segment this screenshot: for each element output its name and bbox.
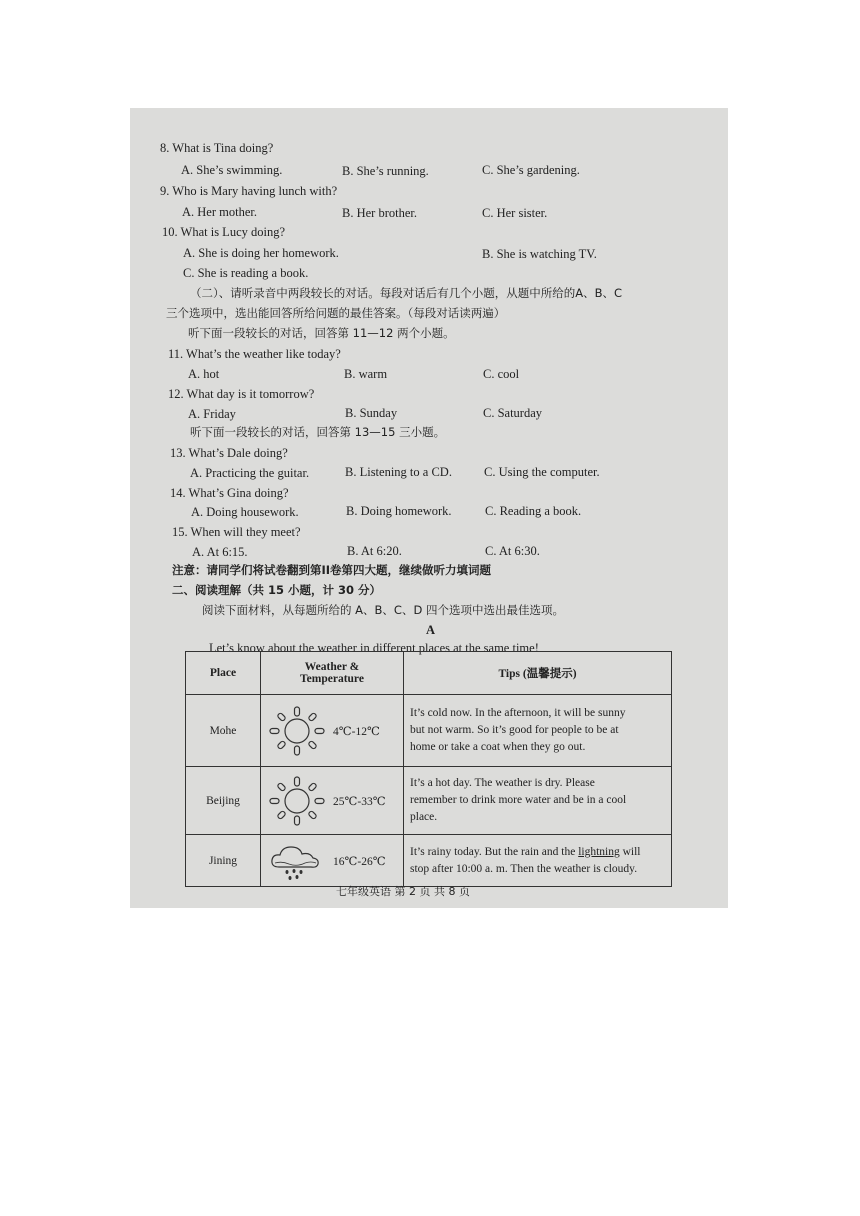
table-row (186, 767, 672, 835)
option-12a: A. Friday (188, 407, 236, 421)
question-13: 13. What’s Dale doing? (170, 446, 288, 460)
table-row (186, 695, 672, 767)
reading-section-title: 二、阅读理解（共 15 小题，计 30 分） (172, 583, 382, 597)
section2-instruction-line1: （二）、请听录音中两段较长的对话。每段对话后有几个小题，从题中所给的A、B、C (190, 286, 623, 300)
rain-cloud-icon (267, 841, 327, 881)
tips-text: It’s rainy today. But the rain and the (410, 845, 579, 858)
tips-line: but not warm. So it’s good for people to be at (410, 724, 619, 736)
option-14c: C. Reading a book. (485, 504, 582, 518)
header-tips: Tips (温馨提示) (404, 652, 672, 695)
option-8a: A. She’s swimming. (181, 163, 283, 177)
option-12c: C. Saturday (483, 406, 543, 420)
page-footer: 七年级英语 第 2 页 共 8 页 (336, 885, 470, 898)
option-15a: A. At 6:15. (192, 545, 248, 559)
option-13a: A. Practicing the guitar. (190, 466, 310, 480)
weather-cell (261, 835, 404, 887)
option-15b: B. At 6:20. (347, 544, 402, 558)
question-8: 8. What is Tina doing? (160, 141, 274, 155)
option-13c: C. Using the computer. (484, 465, 600, 479)
tips-line: It’s cold now. In the afternoon, it will be sunny (410, 707, 626, 719)
temperature: 4℃-12℃ (333, 725, 380, 738)
tips-cell (404, 695, 672, 767)
option-9b: B. Her brother. (342, 206, 417, 220)
header-weather-line2: Temperature (300, 673, 364, 685)
question-9: 9. Who is Mary having lunch with? (160, 184, 338, 198)
tips-cell (404, 835, 672, 887)
sun-icon (267, 774, 327, 828)
question-14: 14. What’s Gina doing? (170, 486, 289, 500)
option-10a: A. She is doing her homework. (183, 246, 339, 260)
exam-page-photo (130, 108, 728, 908)
option-15c: C. At 6:30. (485, 544, 540, 558)
tips-line: It’s a hot day. The weather is dry. Please (410, 777, 595, 789)
notice: 注意：请同学们将试卷翻到第II卷第四大题，继续做听力填词题 (172, 563, 492, 577)
dialog1-intro: 听下面一段较长的对话，回答第 11—12 两个小题。 (188, 326, 455, 340)
question-10: 10. What is Lucy doing? (162, 225, 286, 239)
option-14b: B. Doing homework. (346, 504, 452, 518)
place-cell: Jining (186, 835, 261, 887)
sun-icon (267, 704, 327, 758)
option-9c: C. Her sister. (482, 206, 548, 220)
table-row (186, 835, 672, 887)
option-9a: A. Her mother. (182, 205, 257, 219)
weather-cell (261, 695, 404, 767)
place-cell: Beijing (186, 767, 261, 835)
weather-cell (261, 767, 404, 835)
weather-table (185, 651, 672, 887)
tips-line: stop after 10:00 a. m. Then the weather is cloudy. (410, 862, 638, 875)
tips-line: remember to drink more water and be in a cool (410, 794, 627, 806)
tips-text: will (619, 845, 641, 858)
option-14a: A. Doing housework. (191, 505, 299, 519)
passage-label: A (426, 623, 436, 637)
question-11: 11. What’s the weather like today? (168, 347, 341, 361)
table-header-row (186, 652, 672, 695)
option-10b: B. She is watching TV. (482, 247, 597, 261)
section2-instruction-line2: 三个选项中，选出能回答所给问题的最佳答案。（每段对话读两遍） (166, 306, 506, 320)
tips-line (410, 844, 665, 861)
option-8c: C. She’s gardening. (482, 163, 580, 177)
temperature: 25℃-33℃ (333, 795, 386, 808)
option-8b: B. She’s running. (342, 164, 429, 178)
header-weather (261, 652, 404, 695)
dialog2-intro: 听下面一段较长的对话，回答第 13—15 三小题。 (190, 425, 446, 439)
option-13b: B. Listening to a CD. (345, 465, 452, 479)
question-15: 15. When will they meet? (172, 525, 301, 539)
tips-line: place. (410, 811, 438, 823)
reading-instruction: 阅读下面材料，从每题所给的 A、B、C、D 四个选项中选出最佳选项。 (202, 603, 564, 617)
tips-line: home or take a coat when they go out. (410, 741, 586, 753)
option-10c: C. She is reading a book. (183, 266, 309, 280)
tips-cell (404, 767, 672, 835)
temperature: 16℃-26℃ (333, 855, 386, 868)
option-12b: B. Sunday (345, 406, 398, 420)
passage-intro: Let’s know about the weather in different places at the same time! (209, 641, 539, 655)
header-weather-line1: Weather & (304, 661, 360, 673)
option-11c: C. cool (483, 367, 520, 381)
option-11b: B. warm (344, 367, 388, 381)
question-12: 12. What day is it tomorrow? (168, 387, 315, 401)
option-11a: A. hot (188, 367, 220, 381)
place-cell: Mohe (186, 695, 261, 767)
header-place: Place (186, 652, 261, 695)
underlined-word: lightning (578, 845, 620, 858)
